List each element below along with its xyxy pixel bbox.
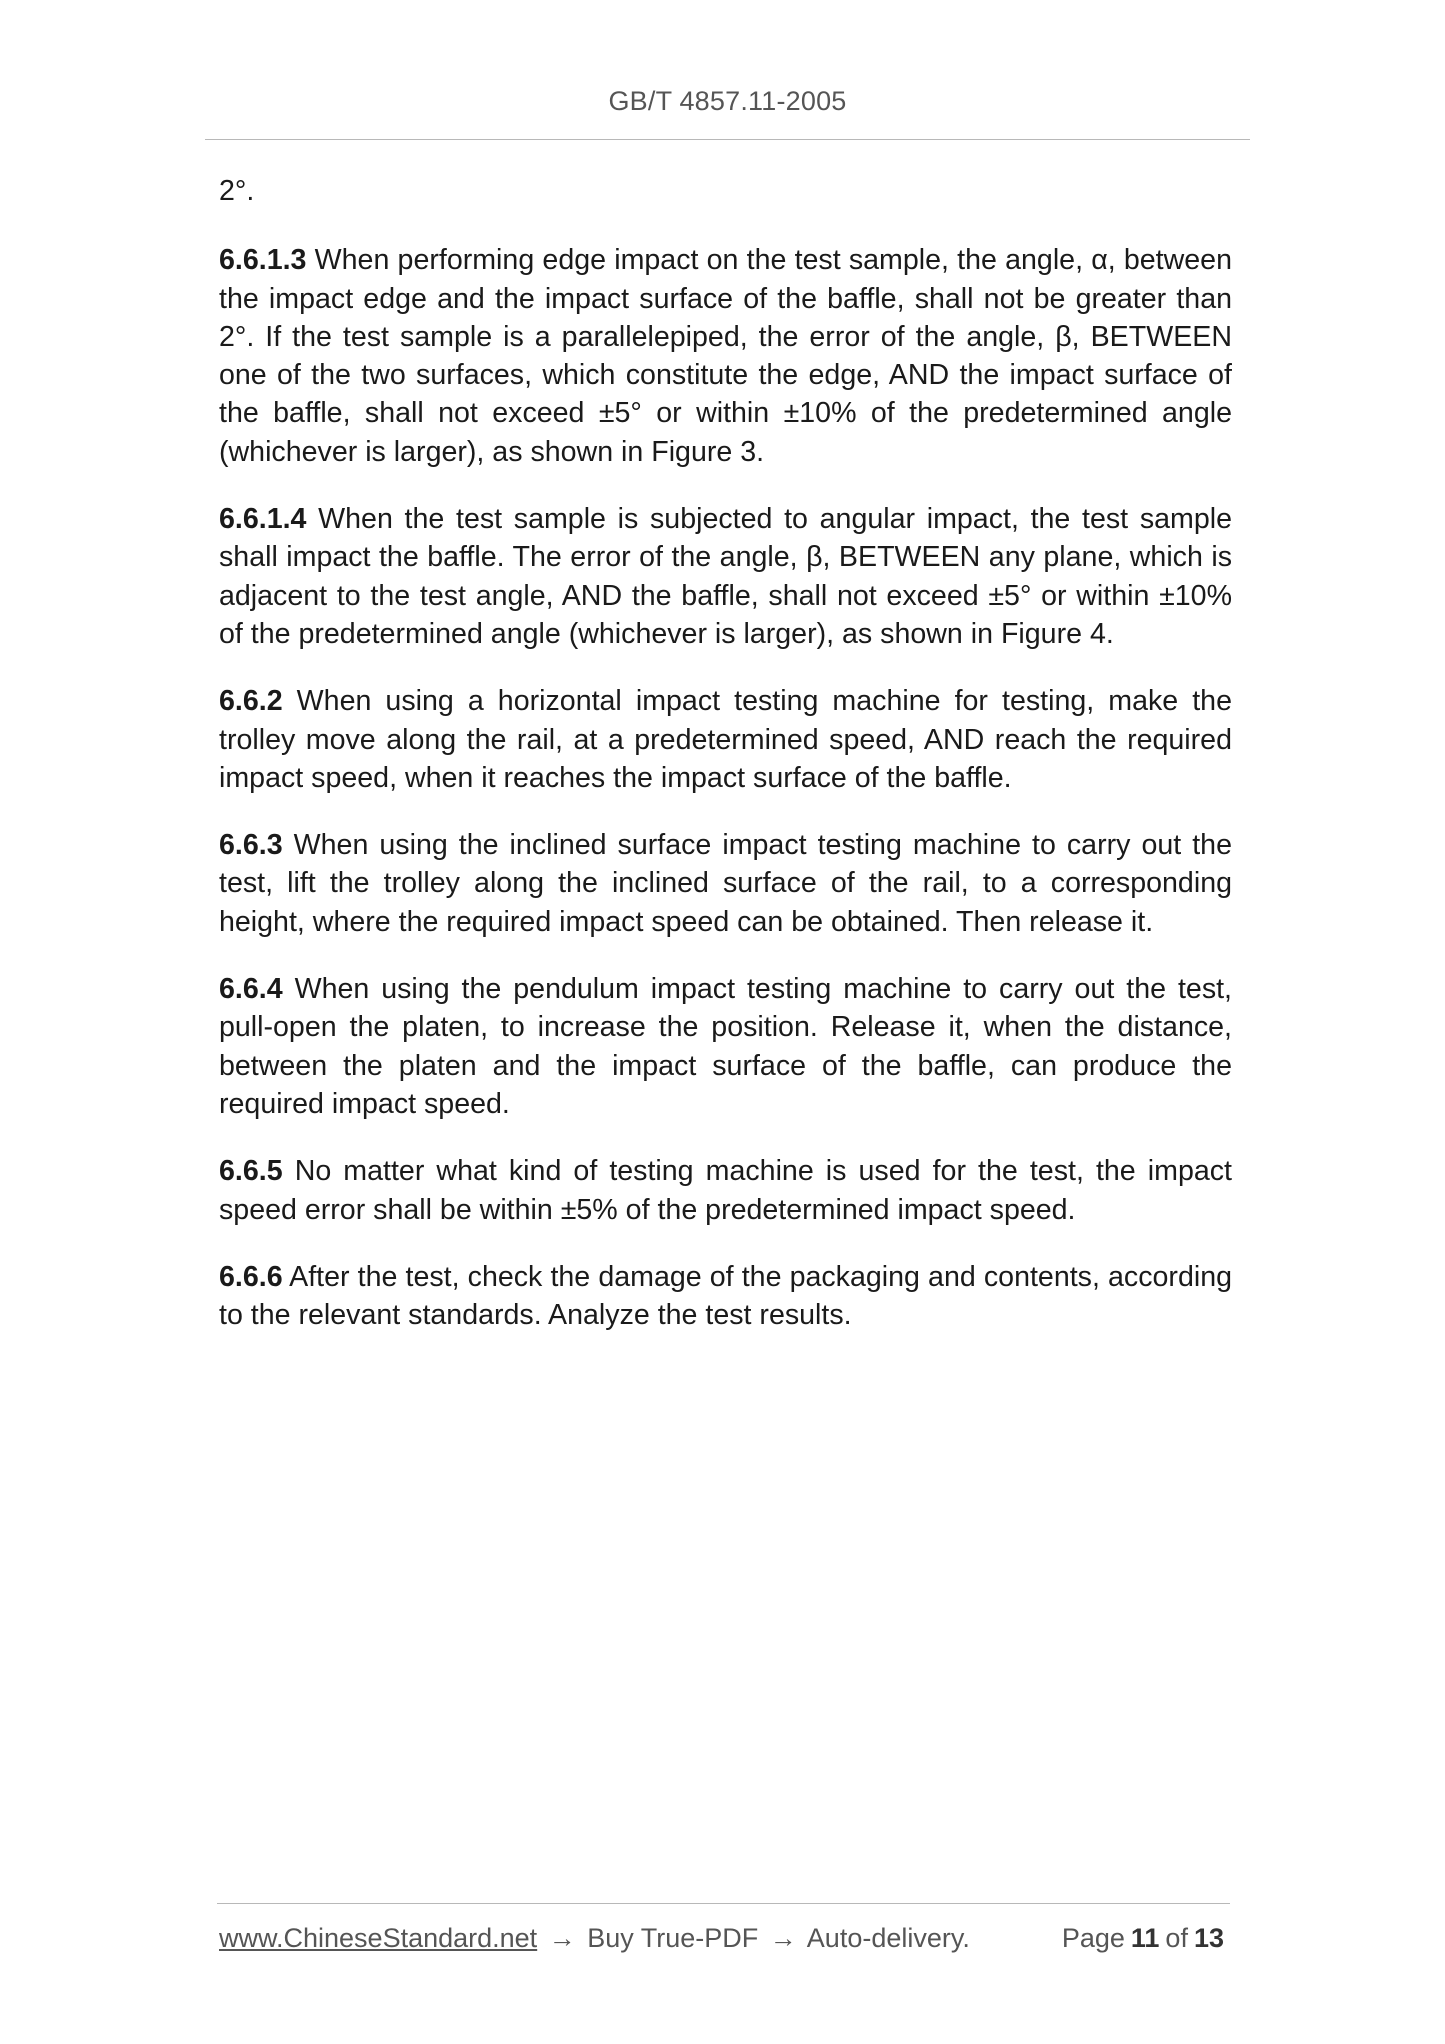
clause-number: 6.6.4 [219,973,283,1006]
clause-6-6-4 [219,970,1232,1123]
clause-number: 6.6.1.4 [219,503,307,536]
page-of: of [1165,1923,1188,1953]
clause-6-6-2 [219,682,1232,797]
clause-6-6-6 [219,1258,1232,1335]
clause-text: When using a horizontal impact testing machine for testing, make the trolley move along the rail, at a predetermined speed, AND reach the required impact speed, when it reaches the impact surface of the baffle. [219,685,1232,794]
clause-text: When the test sample is subjected to angular impact, the test sample shall impact the baffle. The error of the angle, β, BETWEEN any plane, which is adjacent to the test angle, AND the baffle, shall not exceed ±5° or within ±10% of the predetermined angle (whichever is larger), as shown in Figure 4. [219,503,1232,650]
clause-6-6-3 [219,826,1232,941]
clause-6-6-1-3 [219,241,1232,471]
clause-text: After the test, check the damage of the packaging and contents, according to the relevant standards. Analyze the test results. [219,1260,1233,1332]
continuation-text: 2°. [219,175,255,207]
clause-6-6-1-4 [219,500,1232,653]
page-footer [219,1923,1230,1954]
page-label: Page [1061,1923,1125,1953]
page-total: 13 [1193,1923,1224,1953]
footer-promo [219,1923,970,1954]
arrow-right-icon: → [548,1923,576,1953]
arrow-right-icon: → [769,1923,797,1953]
clause-number: 6.6.1.3 [219,244,307,277]
clause-text: When using the inclined surface impact testing machine to carry out the test, lift the trolley along the inclined surface of the rail, to a corresponding height, where the required impact speed can be obtained. Then release it. [219,829,1232,938]
clause-number: 6.6.6 [219,1260,283,1293]
header-divider [205,139,1250,140]
clause-text: When using the pendulum impact testing machine to carry out the test, pull-open the platen, to increase the position. Release it, when the distance, between the platen and the impact surface of the baffle, can produce the required impact speed. [219,973,1232,1120]
document-body [219,172,1232,1363]
clause-number: 6.6.3 [219,829,283,862]
page-number [1062,1923,1230,1954]
clause-text: When performing edge impact on the test sample, the angle, α, between the impact edge and the impact surface of the baffle, shall not be greater than 2°. If the test sample is a parallelepiped, the error of the angle, β, BETWEEN one of the two surfaces, which constitute the edge, AND the impact surface of the baffle, shall not exceed ±5° or within ±10% of the predetermined angle (whichever is larger), as shown in Figure 3. [219,244,1232,468]
clause-6-6-5 [219,1152,1232,1229]
footer-divider [217,1903,1230,1904]
website-link[interactable]: www.ChineseStandard.net [219,1923,538,1953]
footer-step-buy: Buy True-PDF [587,1923,759,1953]
clause-number: 6.6.2 [219,685,283,718]
clause-text: No matter what kind of testing machine is used for the test, the impact speed error shall be within ±5% of the predetermined impact speed. [219,1155,1232,1226]
footer-step-delivery: Auto-delivery. [806,1923,970,1953]
clause-number: 6.6.5 [219,1155,283,1188]
running-header: GB/T 4857.11-2005 [608,86,847,116]
page-current: 11 [1130,1923,1160,1953]
